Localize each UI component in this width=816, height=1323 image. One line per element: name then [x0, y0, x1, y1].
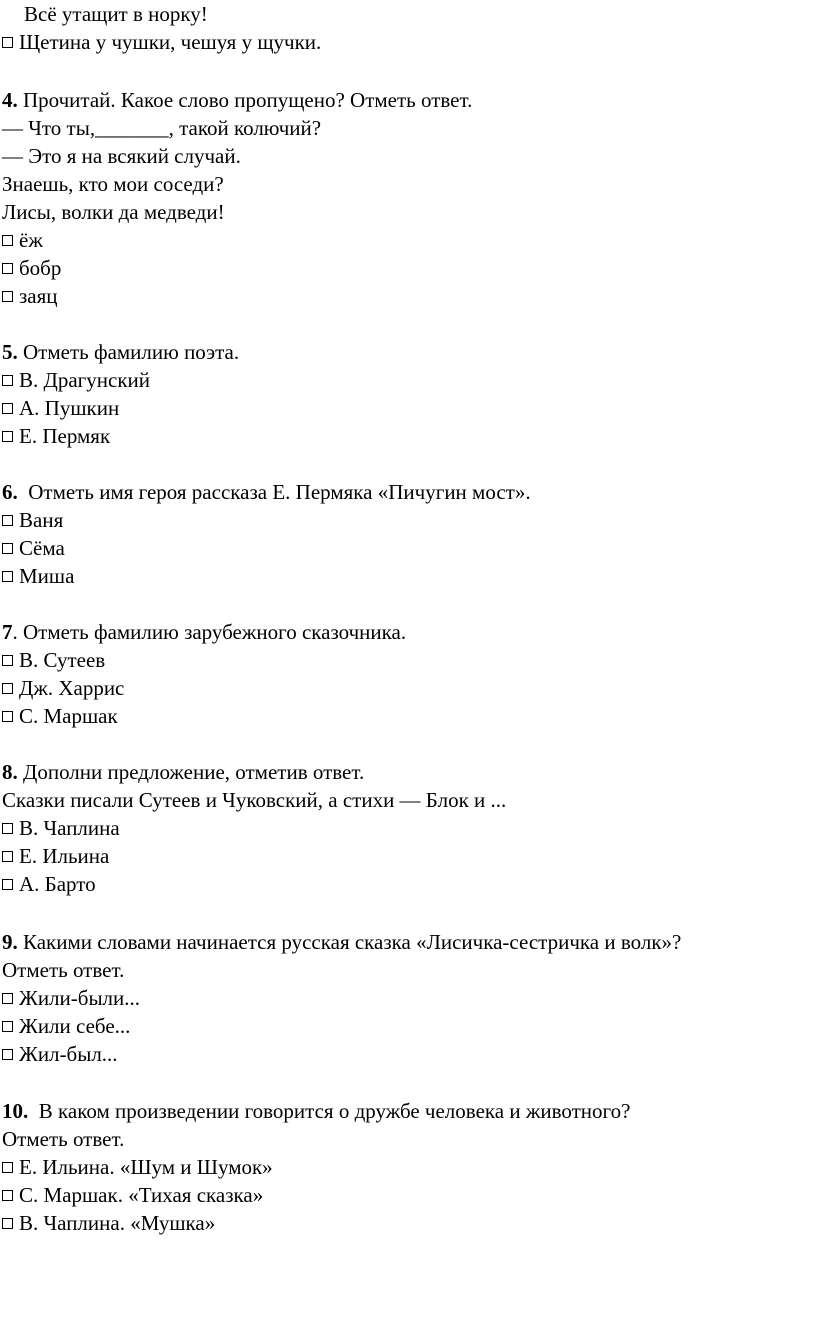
checkbox[interactable]	[2, 851, 13, 862]
question-8-text-line: Сказки писали Сутеев и Чуковский, а стихи — Блок и ...	[2, 788, 507, 812]
checkbox[interactable]	[2, 37, 13, 48]
question-7-heading	[2, 618, 406, 646]
answer-option[interactable]	[2, 254, 61, 282]
question-number: 4.	[2, 88, 18, 112]
checkbox[interactable]	[2, 291, 13, 302]
option-label: Е. Ильина	[19, 844, 110, 868]
answer-option[interactable]	[2, 394, 119, 422]
question-10-heading	[2, 1097, 630, 1125]
option-label: Жили-были...	[19, 986, 141, 1010]
answer-option[interactable]	[2, 702, 118, 730]
question-4-text-line: — Это я на всякий случай.	[2, 144, 241, 168]
question-prompt: Отметь имя героя рассказа Е. Пермяка «Пичугин мост».	[17, 480, 531, 504]
checkbox[interactable]	[2, 1021, 13, 1032]
question-prompt: Прочитай. Какое слово пропущено? Отметь ответ.	[17, 88, 473, 112]
answer-option[interactable]	[2, 984, 140, 1012]
question-prompt: В каком произведении говорится о дружбе человека и животного?	[28, 1099, 631, 1123]
answer-option[interactable]	[2, 1012, 130, 1040]
answer-option[interactable]	[2, 1181, 263, 1209]
question-9-text-line: Отметь ответ.	[2, 958, 125, 982]
question-5-heading	[2, 338, 239, 366]
checkbox[interactable]	[2, 711, 13, 722]
option-label: Дж. Харрис	[19, 676, 125, 700]
checkbox[interactable]	[2, 403, 13, 414]
question-4-text-line: Лисы, волки да медведи!	[2, 200, 225, 224]
question-number: 5.	[2, 340, 18, 364]
checkbox[interactable]	[2, 515, 13, 526]
answer-option[interactable]	[2, 1040, 118, 1068]
option-label: С. Маршак. «Тихая сказка»	[19, 1183, 264, 1207]
option-label: С. Маршак	[19, 704, 118, 728]
checkbox[interactable]	[2, 543, 13, 554]
question-number: 9.	[2, 930, 18, 954]
question-number: 8.	[2, 760, 18, 784]
answer-option[interactable]	[2, 422, 110, 450]
checkbox[interactable]	[2, 235, 13, 246]
question-4-heading	[2, 86, 472, 114]
answer-option[interactable]	[2, 814, 120, 842]
question-4-text-line: — Что ты,_______, такой колючий?	[2, 116, 322, 140]
answer-option[interactable]	[2, 562, 74, 590]
checkbox[interactable]	[2, 571, 13, 582]
option-label: бобр	[19, 256, 62, 280]
answer-option[interactable]	[2, 646, 105, 674]
question-number: 7	[2, 620, 13, 644]
answer-option[interactable]	[2, 1209, 215, 1237]
poem-line: Всё утащит в норку!	[24, 2, 208, 26]
checkbox[interactable]	[2, 431, 13, 442]
option-label: Сёма	[19, 536, 65, 560]
question-8-heading	[2, 758, 364, 786]
checkbox[interactable]	[2, 823, 13, 834]
option-label: А. Пушкин	[19, 396, 120, 420]
option-label: ёж	[19, 228, 43, 252]
answer-option[interactable]	[2, 870, 96, 898]
option-label: Щетина у чушки, чешуя у щучки.	[19, 30, 322, 54]
answer-option[interactable]	[2, 226, 43, 254]
option-label: Е. Пермяк	[19, 424, 111, 448]
question-6-heading	[2, 478, 531, 506]
answer-option[interactable]	[2, 674, 124, 702]
question-number: 6.	[2, 480, 18, 504]
answer-option[interactable]	[2, 282, 58, 310]
option-label: В. Сутеев	[19, 648, 106, 672]
checkbox[interactable]	[2, 993, 13, 1004]
question-prompt: Дополни предложение, отметив ответ.	[17, 760, 365, 784]
question-9-heading	[2, 928, 681, 956]
option-label: Жили себе...	[19, 1014, 131, 1038]
option-label: Е. Ильина. «Шум и Шумок»	[19, 1155, 273, 1179]
answer-option[interactable]	[2, 366, 150, 394]
answer-option[interactable]	[2, 534, 65, 562]
checkbox[interactable]	[2, 263, 13, 274]
answer-option[interactable]	[2, 842, 109, 870]
checkbox[interactable]	[2, 375, 13, 386]
question-prompt: Отметь фамилию поэта.	[17, 340, 240, 364]
option-label: В. Чаплина	[19, 816, 120, 840]
checkbox[interactable]	[2, 879, 13, 890]
poem-option-line	[2, 28, 321, 56]
answer-option[interactable]	[2, 506, 63, 534]
checkbox[interactable]	[2, 1162, 13, 1173]
checkbox[interactable]	[2, 683, 13, 694]
option-label: А. Барто	[19, 872, 96, 896]
checkbox[interactable]	[2, 1190, 13, 1201]
question-prompt: . Отметь фамилию зарубежного сказочника.	[12, 620, 407, 644]
option-label: заяц	[19, 284, 58, 308]
option-label: Миша	[19, 564, 75, 588]
option-label: В. Чаплина. «Мушка»	[19, 1211, 216, 1235]
option-label: Жил-был...	[19, 1042, 118, 1066]
option-label: В. Драгунский	[19, 368, 151, 392]
question-10-text-line: Отметь ответ.	[2, 1127, 125, 1151]
answer-option[interactable]	[2, 1153, 273, 1181]
checkbox[interactable]	[2, 1049, 13, 1060]
question-prompt: Какими словами начинается русская сказка «Лисичка-сестричка и волк»?	[17, 930, 682, 954]
option-label: Ваня	[19, 508, 64, 532]
checkbox[interactable]	[2, 1218, 13, 1229]
checkbox[interactable]	[2, 655, 13, 666]
question-4-text-line: Знаешь, кто мои соседи?	[2, 172, 224, 196]
question-number: 10.	[2, 1099, 29, 1123]
